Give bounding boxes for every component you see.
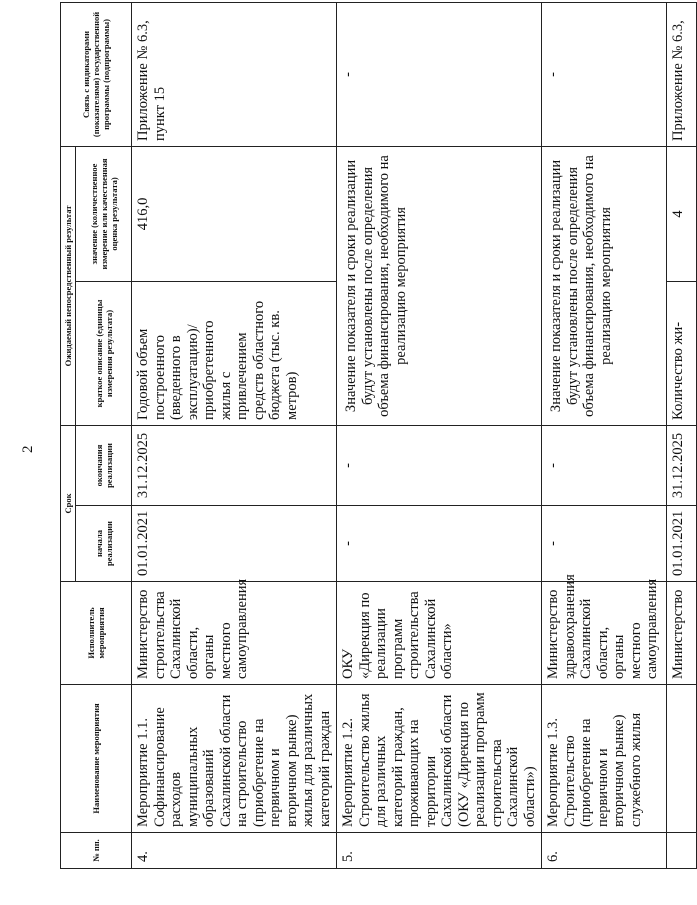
- end-date: 31.12.2025: [667, 425, 697, 505]
- header-num: № пп.: [61, 833, 132, 869]
- table-row: [667, 2, 697, 868]
- header-name: Наименование мероприятия: [61, 685, 132, 833]
- result-note: Значение показателя и сроки реализации будут установлены после определения объема финансирования, необходимого на реализацию мероприятия: [337, 146, 542, 425]
- row-number: 5.: [337, 833, 542, 869]
- end-date: 31.12.2025: [132, 425, 337, 505]
- measure-name: Мероприятие 1.1. Софинансирование расходов муниципальных образований Сахалинской области на строительство (приобретение на первичном и вторичном рынке) жилья для различных категорий граждан: [132, 685, 337, 833]
- page-number: 2: [20, 445, 36, 453]
- measure-executor: Министерство здравоохранения Сахалинской области, органы местного самоуправления: [542, 582, 667, 685]
- header-result: Ожидаемый непосредственный результат: [61, 146, 76, 425]
- table-row: [132, 2, 337, 868]
- result-value: 416,0: [132, 146, 337, 281]
- start-date: -: [337, 506, 542, 582]
- end-date: -: [542, 425, 667, 505]
- table-row: [337, 2, 542, 868]
- start-date: 01.01.2021: [667, 506, 697, 582]
- header-value: значение (количественное измерение или качественная оценка результата): [76, 146, 132, 281]
- start-date: 01.01.2021: [132, 506, 337, 582]
- measure-executor: ОКУ «Дирекция по реализации программ строительства Сахалинской области»: [337, 582, 542, 685]
- indicator-link: Приложение № 6.3,: [667, 2, 697, 146]
- measure-name: [667, 685, 697, 833]
- header-executor: Исполнитель мероприятия: [61, 582, 132, 685]
- header-end: окончания реализации: [76, 425, 132, 505]
- header-row-1: [61, 2, 76, 868]
- indicator-link: -: [542, 2, 667, 146]
- measure-executor: Министерство строительства Сахалинской области, органы местного самоуправления: [132, 582, 337, 685]
- header-start: начала реализации: [76, 506, 132, 582]
- measure-name: Мероприятие 1.2. Строительство жилья для различных категорий граждан, проживающих на территории Сахалинской области (ОКУ «Дирекция по реализации программ строительства Сахалинской области»): [337, 685, 542, 833]
- row-number: 6.: [542, 833, 667, 869]
- header-term: Срок: [61, 425, 76, 581]
- start-date: -: [542, 506, 667, 582]
- measures-table: [60, 2, 697, 869]
- result-value: 4: [667, 146, 697, 281]
- table-row: [542, 2, 667, 868]
- header-short-desc: краткое описание (единицы измерения результата): [76, 281, 132, 425]
- row-number: [667, 833, 697, 869]
- result-note: Значение показателя и сроки реализации будут установлены после определения объема финансирования, необходимого на реализацию мероприятия: [542, 146, 667, 425]
- indicator-link: -: [337, 2, 542, 146]
- indicator-link: Приложение № 6.3, пункт 15: [132, 2, 337, 146]
- measure-name: Мероприятие 1.3. Строительство (приобретение на первичном и вторичном рынке) служебного жилья: [542, 685, 667, 833]
- header-link: Связь с индикаторами (показателями) государственной программы (подпрограммы): [61, 2, 132, 146]
- measure-executor: Министерство: [667, 582, 697, 685]
- result-description: Годовой объем построенного (введенного в эксплуатацию)/ приобретенного жилья с привлечением средств областного бюджета (тыс. кв. метров): [132, 281, 337, 425]
- row-number: 4.: [132, 833, 337, 869]
- end-date: -: [337, 425, 542, 505]
- result-description: Количество жи-: [667, 281, 697, 425]
